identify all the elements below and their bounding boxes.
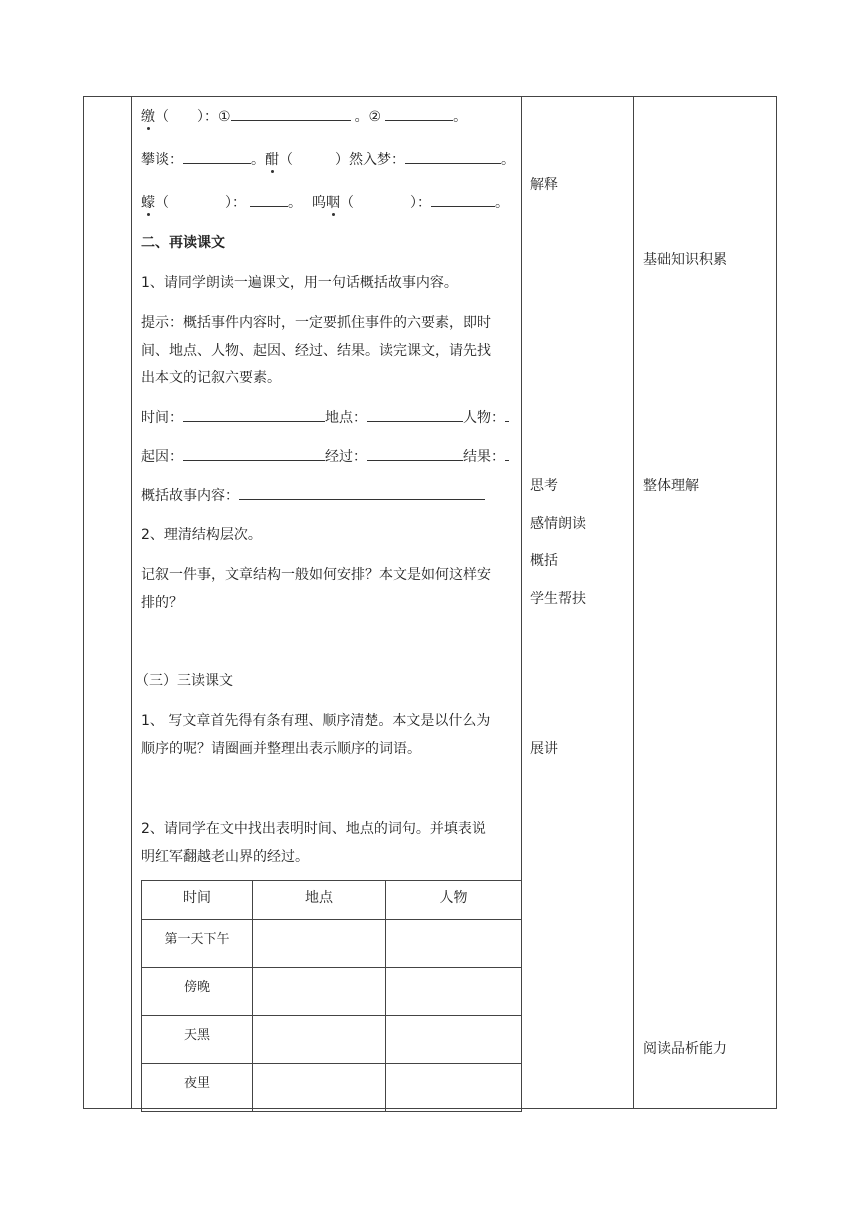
s3-q1-line-2: 顺序的呢？请圈画并整理出表示顺序的词语。	[141, 741, 421, 757]
blank[interactable]	[431, 192, 495, 207]
q2-line-2: 排的？	[141, 595, 183, 611]
summary-row: 概括故事内容：	[141, 485, 485, 505]
vocab-line-3: 蠓（ ）： 。 呜咽（ ）： 。	[141, 192, 509, 212]
activity-think: 思考	[530, 478, 558, 494]
elements-row-2: 起因： 经过： 结果：	[141, 446, 509, 466]
blank[interactable]	[250, 192, 288, 207]
s3-q2-line-1: 2、请同学在文中找出表明时间、地点的词句。并填表说	[141, 821, 486, 837]
table-header-time: 时间	[142, 881, 253, 920]
table-row-label: 夜里	[142, 1064, 253, 1112]
table-row-label: 第一天下午	[142, 920, 253, 968]
hint-line-2: 间、地点、人物、起因、经过、结果。读完课文，请先找	[141, 343, 491, 359]
vocab-line-1: 缴（ ）：① 。② 。	[141, 106, 467, 126]
table-cell[interactable]	[253, 968, 386, 1016]
vocab-line-2: 攀谈： 。酣（ ）然入梦： 。	[141, 149, 515, 169]
section-2-title: 二、再读课文	[141, 235, 225, 251]
time-blank[interactable]	[183, 407, 325, 422]
hint-line-3: 出本文的记叙六要素。	[141, 370, 281, 386]
activity-summarize: 概括	[530, 553, 558, 569]
goal-basic-knowledge: 基础知识积累	[643, 252, 727, 268]
table-cell[interactable]	[386, 1016, 522, 1064]
table-cell[interactable]	[386, 1064, 522, 1112]
section-3-title: （三）三读课文	[135, 673, 233, 689]
elements-row-1: 时间： 地点： 人物：	[141, 407, 509, 427]
column-divider-1	[131, 96, 132, 1109]
table-row-label: 傍晚	[142, 968, 253, 1016]
blank[interactable]	[231, 106, 351, 121]
table-row-label: 天黑	[142, 1016, 253, 1064]
place-blank[interactable]	[367, 407, 463, 422]
table-header-place: 地点	[253, 881, 386, 920]
people-blank[interactable]	[505, 407, 509, 422]
s3-q1-line-1: 1、 写文章首先得有条有理、顺序清楚。本文是以什么为	[141, 713, 491, 729]
section-2-question-1: 1、请同学朗读一遍课文，用一句话概括故事内容。	[141, 275, 458, 291]
activity-explain: 解释	[530, 177, 558, 193]
blank[interactable]	[183, 149, 251, 164]
table-cell[interactable]	[253, 1016, 386, 1064]
blank[interactable]	[405, 149, 501, 164]
table-cell[interactable]	[386, 968, 522, 1016]
activity-peer-help: 学生帮扶	[530, 591, 586, 607]
table-header-people: 人物	[386, 881, 522, 920]
route-table	[141, 880, 522, 1112]
hint-line-1: 提示：概括事件内容时，一定要抓住事件的六要素，即时	[141, 315, 491, 331]
summary-blank[interactable]	[239, 485, 485, 500]
q2-line-1: 记叙一件事，文章结构一般如何安排？本文是如何这样安	[141, 567, 491, 583]
goal-reading-analysis: 阅读品析能力	[643, 1041, 727, 1057]
cause-blank[interactable]	[183, 446, 325, 461]
table-cell[interactable]	[253, 1064, 386, 1112]
section-2-question-2: 2、理清结构层次。	[141, 527, 262, 543]
blank[interactable]	[385, 106, 453, 121]
table-cell[interactable]	[386, 920, 522, 968]
activity-present: 展讲	[530, 741, 558, 757]
result-blank[interactable]	[505, 446, 509, 461]
goal-overall-understanding: 整体理解	[643, 478, 699, 494]
column-divider-3	[633, 96, 634, 1109]
s3-q2-line-2: 明红军翻越老山界的经过。	[141, 849, 309, 865]
table-cell[interactable]	[253, 920, 386, 968]
activity-read-aloud: 感情朗读	[530, 516, 586, 532]
process-blank[interactable]	[367, 446, 463, 461]
